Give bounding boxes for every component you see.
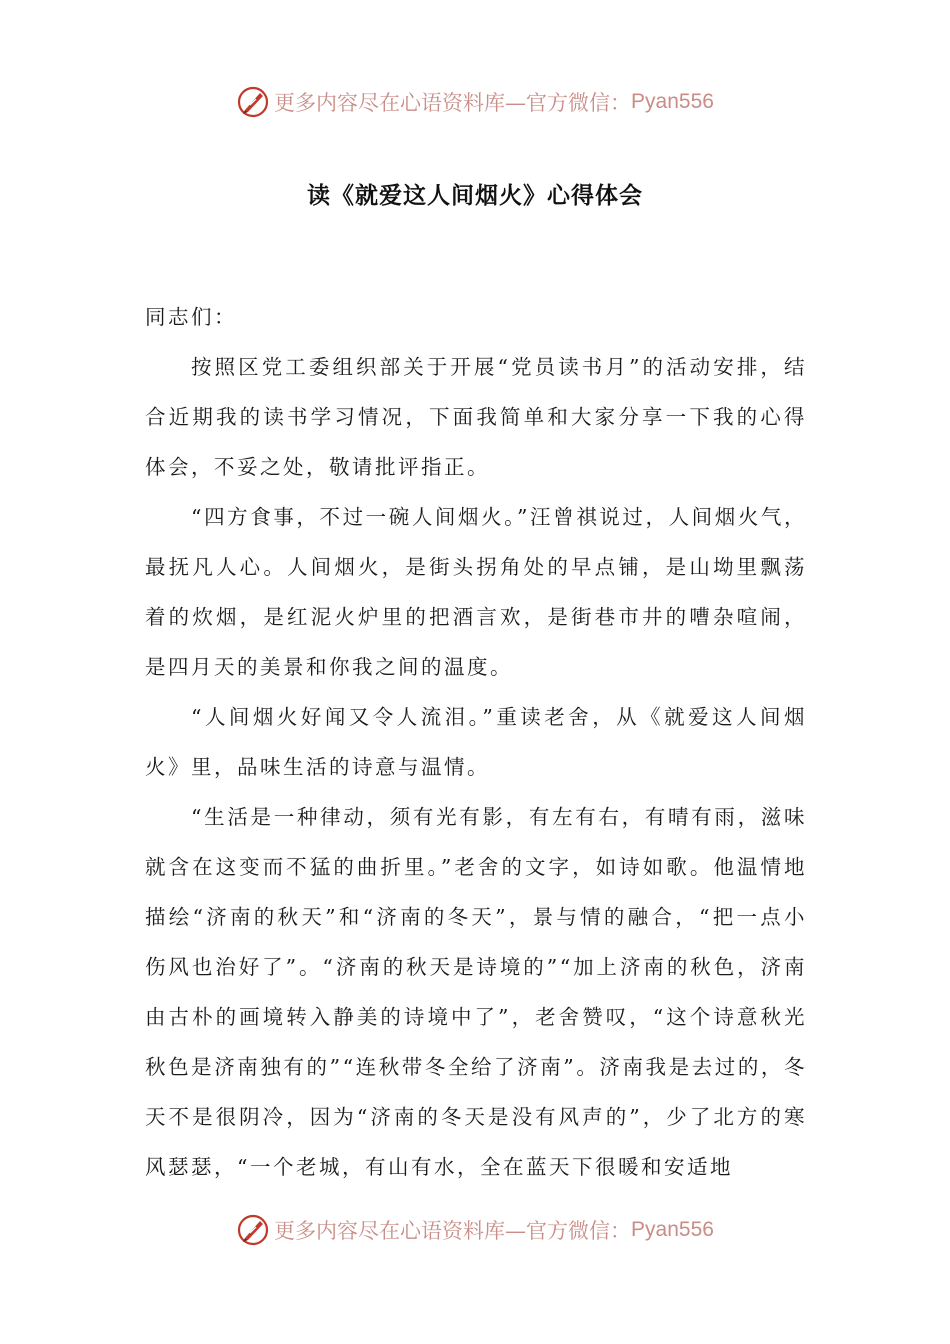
watermark-banner-top <box>0 82 950 122</box>
salutation: 同志们： <box>145 305 237 329</box>
paragraph: 按照区党工委组织部关于开展“党员读书月”的活动安排，结合近期我的读书学习情况，下面我简单和大家分享一下我的心得体会，不妥之处，敬请批评指正。 <box>145 355 807 479</box>
document-body <box>145 292 807 1192</box>
watermark-text: 更多内容尽在心语资料库—官方微信： <box>274 91 632 115</box>
quill-logo-icon <box>236 85 270 119</box>
quill-logo-icon <box>236 1213 270 1247</box>
watermark-text: 更多内容尽在心语资料库—官方微信： <box>274 1219 632 1243</box>
paragraph: “生活是一种律动，须有光有影，有左有右，有晴有雨，滋味就含在这变而不猛的曲折里。”老舍的文字，如诗如歌。他温情地描绘“济南的秋天”和“济南的冬天”，景与情的融合，“把一点小伤风也治好了”。“济南的秋天是诗境的”“加上济南的秋色，济南由古朴的画境转入静美的诗境中了”，老舍赞叹，“这个诗意秋光秋色是济南独有的”“连秋带冬全给了济南”。济南我是去过的，冬天不是很阴冷，因为“济南的冬天是没有风声的”，少了北方的寒风瑟瑟，“一个老城，有山有水，全在蓝天下很暖和安适地 <box>145 805 807 1179</box>
watermark-wechat-id: Pyan556 <box>631 1218 714 1241</box>
document-title: 读《就爱这人间烟火》心得体会 <box>307 183 643 209</box>
watermark-banner-bottom <box>0 1210 950 1250</box>
watermark-wechat-id: Pyan556 <box>631 90 714 113</box>
paragraph: “人间烟火好闻又令人流泪。”重读老舍，从《就爱这人间烟火》里，品味生活的诗意与温情。 <box>145 705 807 779</box>
paragraph: “四方食事，不过一碗人间烟火。”汪曾祺说过，人间烟火气，最抚凡人心。人间烟火，是街头拐角处的早点铺，是山坳里飘荡着的炊烟，是红泥火炉里的把酒言欢，是街巷市井的嘈杂喧闹，是四月天的美景和你我之间的温度。 <box>145 505 807 679</box>
